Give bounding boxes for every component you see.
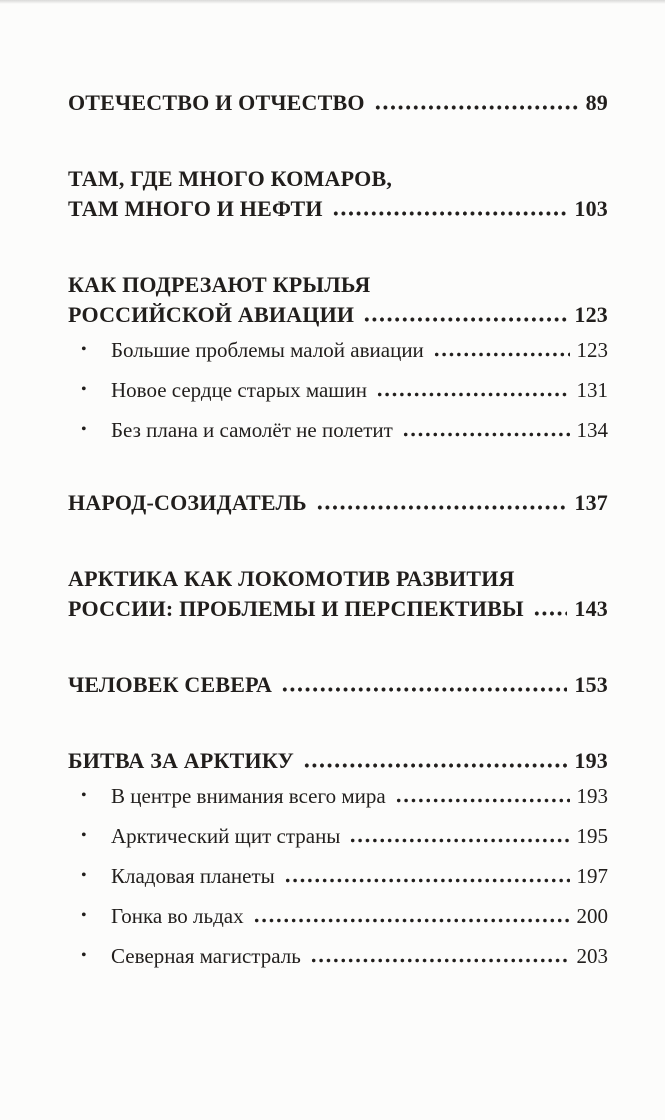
dot-leader — [395, 798, 570, 803]
subentry-title: Гонка во льдах — [111, 904, 244, 928]
toc-entry — [68, 670, 608, 700]
toc-subentry — [68, 338, 608, 362]
page-number: 123 — [574, 302, 608, 327]
toc-entry — [68, 164, 608, 224]
bullet-icon: • — [81, 787, 87, 804]
chapter-title: ОТЕЧЕСТВО И ОТЧЕСТВО — [68, 90, 365, 115]
dot-leader — [253, 918, 570, 923]
toc-subentry-list — [68, 338, 608, 442]
page-number: 89 — [585, 90, 608, 115]
chapter-title: РОССИЙСКОЙ АВИАЦИИ — [68, 302, 355, 327]
toc-subentry — [68, 378, 608, 402]
bullet-icon: • — [81, 947, 87, 964]
subentry-title: Арктический щит страны — [111, 824, 341, 848]
page-number: 200 — [576, 904, 608, 928]
chapter-title: БИТВА ЗА АРКТИКУ — [68, 748, 294, 773]
bullet-icon: • — [81, 827, 87, 844]
chapter-title-line: КАК ПОДРЕЗАЮТ КРЫЛЬЯ — [68, 272, 371, 297]
subentry-title: Новое сердце старых машин — [111, 378, 367, 402]
dot-leader — [281, 687, 567, 692]
dot-leader — [332, 211, 568, 216]
toc-entry — [68, 488, 608, 518]
toc-chapter-row — [68, 670, 608, 700]
page-number: 195 — [576, 824, 608, 848]
toc-chapter-row — [68, 194, 608, 224]
dot-leader — [433, 352, 570, 357]
dot-leader — [310, 958, 570, 963]
page-number: 103 — [574, 196, 608, 221]
page-number: 193 — [574, 748, 608, 773]
subentry-title: В центре внимания всего мира — [111, 784, 386, 808]
toc-subentry — [68, 864, 608, 888]
dot-leader — [374, 105, 579, 110]
dot-leader — [303, 763, 567, 768]
toc-subentry — [68, 904, 608, 928]
toc-chapter-row — [68, 746, 608, 776]
page-number: 153 — [574, 672, 608, 697]
bullet-icon: • — [81, 381, 87, 398]
page-number: 123 — [576, 338, 608, 362]
dot-leader — [316, 505, 568, 510]
chapter-title: НАРОД-СОЗИДАТЕЛЬ — [68, 490, 307, 515]
subentry-title: Без плана и самолёт не полетит — [111, 418, 393, 442]
toc-chapter-row — [68, 88, 608, 118]
table-of-contents-page — [0, 4, 665, 1120]
toc-chapter-row — [68, 488, 608, 518]
toc-entry — [68, 88, 608, 118]
dot-leader — [349, 838, 569, 843]
page-number: 197 — [576, 864, 608, 888]
page-number: 193 — [576, 784, 608, 808]
bullet-icon: • — [81, 867, 87, 884]
bullet-icon: • — [81, 907, 87, 924]
toc-entry — [68, 746, 608, 968]
toc-subentry-list — [68, 784, 608, 968]
dot-leader — [284, 878, 570, 883]
subentry-title: Северная магистраль — [111, 944, 301, 968]
toc-subentry — [68, 824, 608, 848]
page-number: 143 — [574, 596, 608, 621]
page-number: 203 — [576, 944, 608, 968]
dot-leader — [402, 432, 570, 437]
bullet-icon: • — [81, 341, 87, 358]
toc-chapter-row — [68, 300, 608, 330]
dot-leader — [533, 611, 568, 616]
subentry-title: Большие проблемы малой авиации — [111, 338, 424, 362]
dot-leader — [376, 392, 570, 397]
dot-leader — [363, 317, 567, 322]
chapter-title-line: ТАМ, ГДЕ МНОГО КОМАРОВ, — [68, 166, 393, 191]
toc-entry — [68, 564, 608, 624]
subentry-title: Кладовая планеты — [111, 864, 275, 888]
toc-chapter-row — [68, 594, 608, 624]
page-number: 137 — [574, 490, 608, 515]
chapter-title: РОССИИ: ПРОБЛЕМЫ И ПЕРСПЕКТИВЫ — [68, 596, 524, 621]
toc-entry — [68, 270, 608, 442]
chapter-title-line: АРКТИКА КАК ЛОКОМОТИВ РАЗВИТИЯ — [68, 566, 515, 591]
page-number: 131 — [576, 378, 608, 402]
chapter-title: ЧЕЛОВЕК СЕВЕРА — [68, 672, 273, 697]
page-number: 134 — [576, 418, 608, 442]
toc-subentry — [68, 784, 608, 808]
toc-subentry — [68, 418, 608, 442]
chapter-title: ТАМ МНОГО И НЕФТИ — [68, 196, 323, 221]
toc-subentry — [68, 944, 608, 968]
bullet-icon: • — [81, 421, 87, 438]
